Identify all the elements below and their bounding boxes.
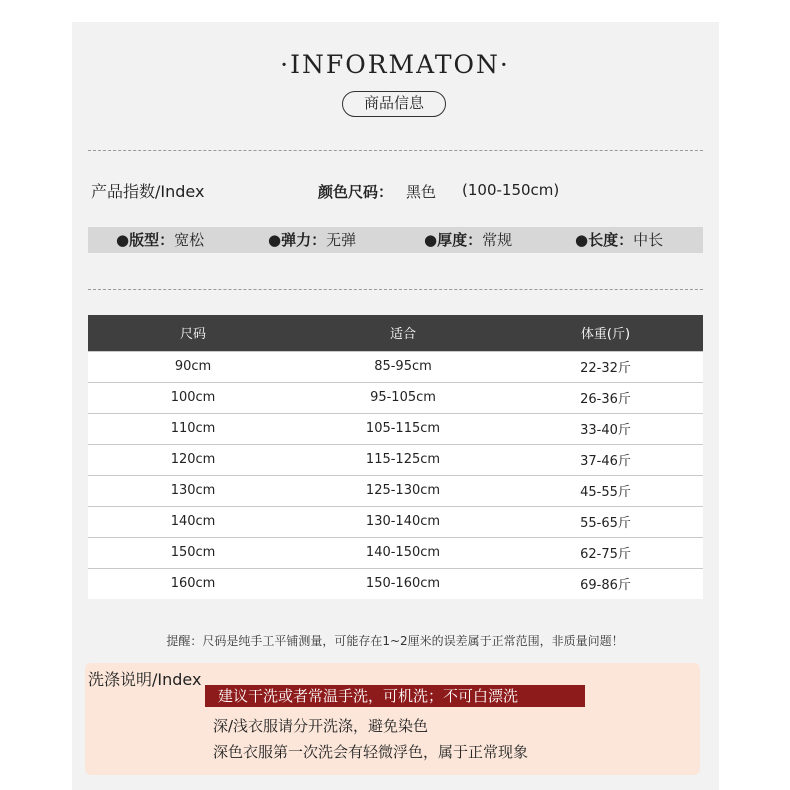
color-size-label: 颜色尺码： <box>318 183 394 201</box>
attr-thickness-key: ●厚度： <box>424 231 483 249</box>
cell-fit: 140-150cm <box>365 545 441 560</box>
table-row <box>88 444 703 475</box>
divider-middle <box>88 289 703 290</box>
size-range: (100-150cm) <box>462 181 560 199</box>
attr-elasticity-key: ●弹力： <box>268 231 327 249</box>
attr-elasticity <box>268 227 356 253</box>
washing-line-2: 深色衣服第一次洗会有轻微浮色，属于正常现象 <box>213 743 529 761</box>
attr-fit-key: ●版型： <box>116 231 175 249</box>
table-header-row <box>88 315 703 351</box>
attr-length-value: 中长 <box>633 231 664 249</box>
attr-length-key: ●长度： <box>575 231 634 249</box>
attributes-bar <box>88 227 703 253</box>
header-size: 尺码 <box>179 327 206 343</box>
table-row <box>88 351 703 382</box>
cell-fit: 125-130cm <box>365 483 441 498</box>
header-weight: 体重(斤) <box>580 327 631 343</box>
cell-size: 120cm <box>170 452 216 467</box>
table-row <box>88 413 703 444</box>
cell-size: 100cm <box>170 390 216 405</box>
cell-fit: 105-115cm <box>365 421 441 436</box>
page-title: ·INFORMATON· <box>280 50 510 79</box>
cell-fit: 150-160cm <box>365 576 441 592</box>
washing-highlight: 建议干洗或者常温手洗，可机洗；不可白漂洗 <box>205 685 585 707</box>
cell-size: 160cm <box>170 576 216 592</box>
cell-size: 90cm <box>174 359 212 374</box>
cell-fit: 85-95cm <box>374 359 432 374</box>
cell-weight: 33-40斤 <box>580 423 631 438</box>
attr-fit <box>116 227 204 253</box>
cell-size: 110cm <box>170 421 216 436</box>
attr-elasticity-value: 无弹 <box>326 231 357 249</box>
attr-thickness <box>424 227 512 253</box>
cell-size: 150cm <box>170 545 216 560</box>
cell-weight: 26-36斤 <box>580 392 631 407</box>
measurement-note: 提醒：尺码是纯手工平铺测量，可能存在1~2厘米的误差属于正常范围，非质量问题！ <box>166 634 624 648</box>
cell-fit: 115-125cm <box>365 452 441 467</box>
color-value: 黑色 <box>406 183 437 201</box>
cell-fit: 130-140cm <box>365 514 441 529</box>
cell-weight: 22-32斤 <box>580 361 631 376</box>
cell-weight: 55-65斤 <box>580 516 631 531</box>
cell-weight: 45-55斤 <box>580 485 631 500</box>
divider-top <box>88 150 703 151</box>
attr-fit-value: 宽松 <box>174 231 205 249</box>
table-row <box>88 568 703 599</box>
header-fit-height: 适合 <box>389 327 416 343</box>
table-row <box>88 506 703 537</box>
washing-title: 洗涤说明/Index <box>88 670 202 689</box>
washing-line-1: 深/浅衣服请分开洗涤，避免染色 <box>213 717 429 735</box>
index-label: 产品指数/Index <box>91 182 205 201</box>
attr-thickness-value: 常规 <box>482 231 513 249</box>
table-row <box>88 382 703 413</box>
attr-length <box>575 227 663 253</box>
cell-size: 140cm <box>170 514 216 529</box>
cell-fit: 95-105cm <box>370 390 436 405</box>
cell-weight: 37-46斤 <box>580 454 631 469</box>
cell-size: 130cm <box>170 483 216 498</box>
table-row <box>88 537 703 568</box>
page-subtitle-badge: 商品信息 <box>342 91 446 117</box>
table-row <box>88 475 703 506</box>
size-table <box>88 315 703 599</box>
cell-weight: 62-75斤 <box>580 547 631 562</box>
cell-weight: 69-86斤 <box>580 578 631 594</box>
